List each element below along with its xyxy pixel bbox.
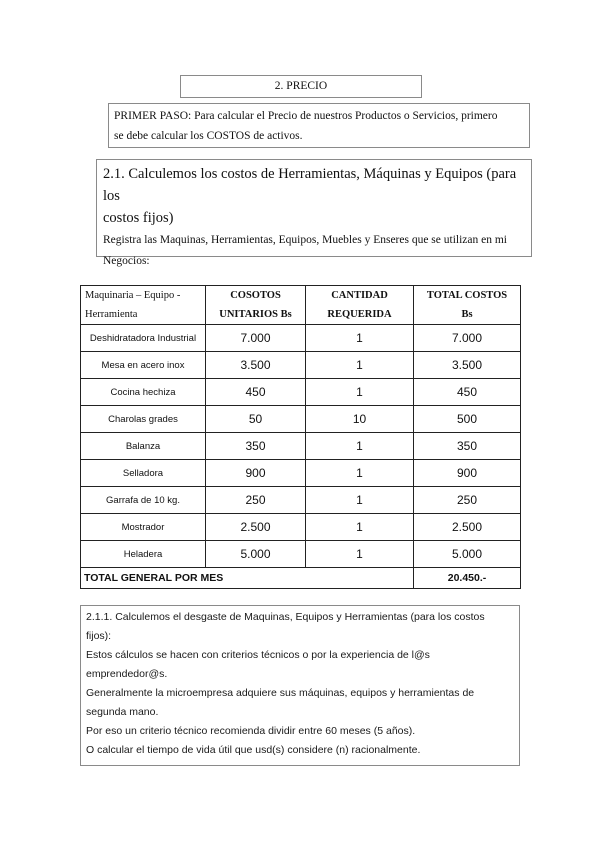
cell-item: Garrafa de 10 kg. <box>81 487 206 514</box>
cell-total: 450 <box>414 379 521 406</box>
cell-item: Cocina hechiza <box>81 379 206 406</box>
header-unit-cost-line-2: UNITARIOS Bs <box>219 309 292 320</box>
cell-item: Mostrador <box>81 514 206 541</box>
cell-item: Deshidratadora Industrial <box>81 325 206 352</box>
table-row <box>81 406 521 433</box>
header-quantity <box>306 286 414 325</box>
cell-unit-cost: 900 <box>206 460 306 487</box>
cell-total: 3.500 <box>414 352 521 379</box>
cell-item: Mesa en acero inox <box>81 352 206 379</box>
header-unit-cost <box>206 286 306 325</box>
cell-quantity: 1 <box>306 352 414 379</box>
cell-quantity: 1 <box>306 460 414 487</box>
cell-unit-cost: 5.000 <box>206 541 306 568</box>
section-2-1-heading-line-1: 2.1. Calculemos los costos de Herramientas, Máquinas y Equipos (para los <box>103 166 517 204</box>
cell-item: Heladera <box>81 541 206 568</box>
table-row <box>81 460 521 487</box>
cell-total: 500 <box>414 406 521 433</box>
equipment-cost-table <box>80 285 521 589</box>
header-quantity-line-1: CANTIDAD <box>331 290 388 301</box>
section-2-1-1-line: fijos): <box>86 630 112 642</box>
section-2-1-box <box>96 159 532 267</box>
cell-total: 250 <box>414 487 521 514</box>
cell-total: 7.000 <box>414 325 521 352</box>
cell-total: 5.000 <box>414 541 521 568</box>
total-value: 20.450.- <box>414 568 521 589</box>
section-2-1-1-line: 2.1.1. Calculemos el desgaste de Maquinas, Equipos y Herramientas (para los costos <box>86 611 485 623</box>
cell-unit-cost: 450 <box>206 379 306 406</box>
cell-item: Charolas grades <box>81 406 206 433</box>
cell-quantity: 1 <box>306 487 414 514</box>
total-label: TOTAL GENERAL POR MES <box>81 568 414 589</box>
cell-quantity: 1 <box>306 541 414 568</box>
cell-total: 2.500 <box>414 514 521 541</box>
cell-unit-cost: 2.500 <box>206 514 306 541</box>
section-2-1-instruction-line-2: Negocios: <box>103 255 150 267</box>
table-header-row <box>81 286 521 325</box>
first-step-line-1: PRIMER PASO: Para calcular el Precio de nuestros Productos o Servicios, primero <box>114 110 498 122</box>
header-quantity-line-2: REQUERIDA <box>327 309 392 320</box>
cell-unit-cost: 350 <box>206 433 306 460</box>
cell-unit-cost: 7.000 <box>206 325 306 352</box>
table-row <box>81 541 521 568</box>
table-row <box>81 325 521 352</box>
header-total-line-2: Bs <box>461 309 473 320</box>
header-total-line-1: TOTAL COSTOS <box>426 290 508 301</box>
first-step-line-2: se debe calcular los COSTOS de activos. <box>114 130 303 142</box>
section-2-1-1-box <box>80 605 520 766</box>
table-total-row <box>81 568 521 589</box>
table-row <box>81 514 521 541</box>
cell-item: Balanza <box>81 433 206 460</box>
cell-unit-cost: 3.500 <box>206 352 306 379</box>
cell-unit-cost: 250 <box>206 487 306 514</box>
section-2-1-1-line: segunda mano. <box>86 706 159 718</box>
cell-unit-cost: 50 <box>206 406 306 433</box>
cell-total: 350 <box>414 433 521 460</box>
section-2-1-instruction-line-1: Registra las Maquinas, Herramientas, Equipos, Muebles y Enseres que se utilizan en mi <box>103 234 507 246</box>
section-2-1-heading-line-2: costos fijos) <box>103 210 174 226</box>
section-title-box <box>180 75 422 98</box>
cell-item: Selladora <box>81 460 206 487</box>
table-row <box>81 487 521 514</box>
header-item-line-2: Herramienta <box>85 309 138 320</box>
section-2-1-1-line: Generalmente la microempresa adquiere sus máquinas, equipos y herramientas de <box>86 687 475 699</box>
table-row <box>81 433 521 460</box>
table-row <box>81 352 521 379</box>
header-item <box>81 286 206 325</box>
header-unit-cost-line-1: COSOTOS <box>230 290 281 301</box>
cell-quantity: 10 <box>306 406 414 433</box>
cell-quantity: 1 <box>306 379 414 406</box>
header-total <box>414 286 521 325</box>
cell-quantity: 1 <box>306 433 414 460</box>
section-2-1-1-line: Por eso un criterio técnico recomienda dividir entre 60 meses (5 años). <box>86 725 416 737</box>
cell-quantity: 1 <box>306 514 414 541</box>
cell-total: 900 <box>414 460 521 487</box>
table-row <box>81 379 521 406</box>
section-2-1-1-line: Estos cálculos se hacen con criterios técnicos o por la experiencia de l@s <box>86 649 430 661</box>
first-step-box <box>108 103 530 148</box>
section-title: 2. PRECIO <box>274 80 328 92</box>
cell-quantity: 1 <box>306 325 414 352</box>
section-2-1-1-line: emprendedor@s. <box>86 668 168 680</box>
header-item-line-1: Maquinaria – Equipo - <box>85 290 181 301</box>
section-2-1-1-line: O calcular el tiempo de vida útil que usd(s) considere (n) racionalmente. <box>86 744 421 756</box>
